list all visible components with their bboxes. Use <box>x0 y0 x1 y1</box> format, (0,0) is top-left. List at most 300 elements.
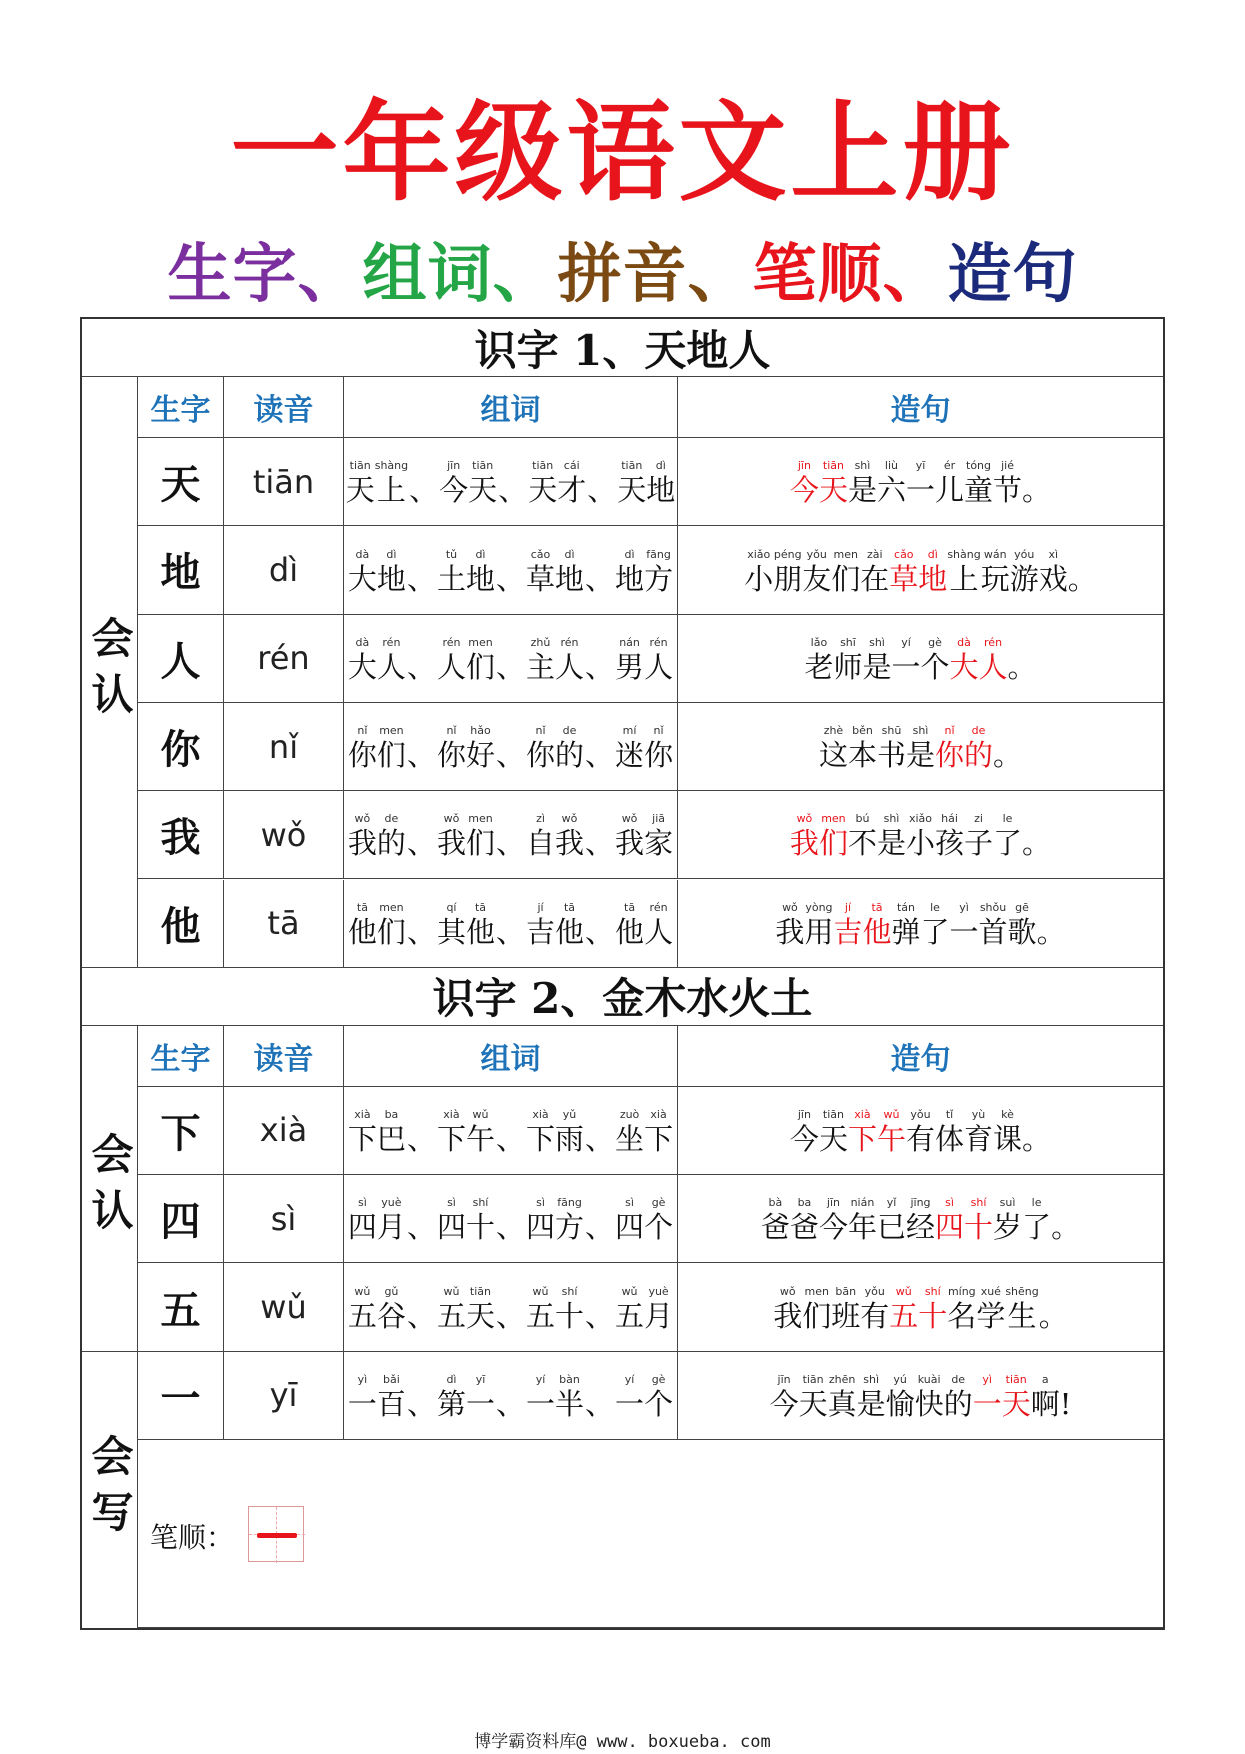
hanzi: 爸 <box>789 1210 819 1245</box>
header-sentence: 造句 <box>678 377 1163 438</box>
hanzi: 、 <box>585 649 615 684</box>
hanzi: 儿 <box>935 473 965 508</box>
hanzi: 童 <box>964 473 994 508</box>
hanzi: 。 <box>1038 1298 1068 1333</box>
hanzi: 、 <box>495 1210 525 1245</box>
hanzi: 上 <box>949 561 979 596</box>
pinyin-char <box>1060 1373 1072 1421</box>
hanzi: 谷 <box>376 1298 406 1333</box>
hanzi: 友 <box>802 561 832 596</box>
hanzi: 、 <box>406 649 436 684</box>
hanzi: 是 <box>862 649 892 684</box>
hanzi: 你 <box>436 738 466 773</box>
hanzi: 、 <box>585 914 615 949</box>
hanzi: 他 <box>615 914 645 949</box>
pinyin-annotation: yí <box>901 635 911 649</box>
hanzi: 。 <box>1007 649 1037 684</box>
pinyin-char <box>644 636 673 684</box>
hanzi: 了 <box>993 826 1023 861</box>
pinyin-char <box>584 636 615 684</box>
pinyin-annotation: shēng <box>1005 1284 1039 1298</box>
pinyin-char <box>802 1285 831 1333</box>
pinyin-char <box>819 812 848 860</box>
hanzi: 一 <box>526 1386 556 1421</box>
pinyin-annotation: běn <box>852 724 873 738</box>
hanzi: 、 <box>406 1210 436 1245</box>
pinyin-char <box>584 1196 615 1244</box>
hanzi: 了 <box>1022 1210 1052 1245</box>
hanzi: 今 <box>439 473 469 508</box>
pinyin-annotation: yǒu <box>864 1284 885 1298</box>
pinyin-char <box>935 1196 964 1244</box>
hanzi: 五 <box>526 1298 556 1333</box>
pinyin-char <box>877 1108 906 1156</box>
pinyin-annotation: zì <box>536 812 545 826</box>
hanzi: 、 <box>406 738 436 773</box>
pinyin-char <box>406 1285 437 1333</box>
pinyin-annotation: tiān <box>802 1372 824 1386</box>
pinyin-char <box>1022 1196 1051 1244</box>
pinyin-char <box>584 724 615 772</box>
hanzi: 地 <box>555 561 585 596</box>
pinyin-char <box>644 1196 673 1244</box>
pinyin-char <box>790 1196 819 1244</box>
pinyin-annotation: dì <box>655 459 666 473</box>
hanzi: 个 <box>644 1210 674 1245</box>
pinyin-char <box>466 1196 495 1244</box>
subtitle-separator: 、 <box>687 237 753 312</box>
pinyin-char <box>790 459 819 507</box>
hanzi: 大 <box>949 649 979 684</box>
pinyin-annotation: tiān <box>532 459 554 473</box>
pinyin-char <box>557 459 586 507</box>
hanzi: 今 <box>818 1210 848 1245</box>
hanzi: 的 <box>555 738 585 773</box>
pinyin-char <box>993 1196 1022 1244</box>
hanzi: 年 <box>847 1210 877 1245</box>
pinyin-annotation: liù <box>884 459 899 473</box>
page-subtitle <box>0 237 1245 312</box>
hanzi: 我 <box>615 826 645 861</box>
pinyin-char <box>466 724 495 772</box>
pinyin-char <box>348 1285 377 1333</box>
pinyin-annotation: dì <box>624 547 635 561</box>
pinyin-annotation: shī <box>840 635 856 649</box>
hanzi: 个 <box>920 649 950 684</box>
pinyin-annotation: jīn <box>797 459 811 473</box>
hanzi: 们 <box>465 649 495 684</box>
hanzi: 用 <box>804 914 834 949</box>
pinyin-char <box>906 1108 935 1156</box>
sentence-cell <box>678 1263 1163 1351</box>
pinyin-char <box>889 1285 918 1333</box>
pinyin-char <box>860 1285 889 1333</box>
hanzi: 吉 <box>833 914 863 949</box>
pinyin-annotation: shí <box>472 1196 489 1210</box>
pinyin-annotation: de <box>951 1372 966 1386</box>
pinyin-annotation: yì <box>959 900 969 914</box>
pinyin-char <box>1008 636 1037 684</box>
hanzi: 他 <box>862 914 892 949</box>
pinyin-annotation: gè <box>651 1196 666 1210</box>
hanzi: 书 <box>876 738 906 773</box>
bishun-row <box>138 1440 1163 1628</box>
pinyin-char <box>915 1373 944 1421</box>
pinyin-annotation: de <box>384 812 399 826</box>
pinyin-char <box>833 636 862 684</box>
pinyin-annotation: wǔ <box>883 1108 900 1122</box>
words-cell <box>344 703 678 791</box>
pinyin-annotation: suì <box>999 1196 1016 1210</box>
hanzi: 雨 <box>555 1122 585 1157</box>
pinyin-char <box>348 901 377 949</box>
pinyin-annotation: jí <box>844 900 852 914</box>
char-cell: 人 <box>138 615 224 703</box>
sentence-cell <box>678 526 1163 614</box>
hanzi: 自 <box>526 826 556 861</box>
pinyin-char <box>804 636 833 684</box>
char-cell: 天 <box>138 438 224 526</box>
pinyin-char <box>526 1373 555 1421</box>
hanzi: 坐 <box>615 1122 645 1157</box>
pinyin-annotation: shì <box>912 724 929 738</box>
char-cell: 你 <box>138 703 224 791</box>
hanzi: 戏 <box>1038 561 1068 596</box>
hanzi: 、 <box>406 1298 436 1333</box>
hanzi: 、 <box>498 473 528 508</box>
pinyin-char <box>848 724 877 772</box>
pinyin-annotation: shì <box>883 812 900 826</box>
pinyin-annotation: yī <box>915 459 926 473</box>
pinyin-annotation: jí <box>537 900 544 914</box>
pinyin-annotation: shì <box>863 1372 880 1386</box>
pinyin-char <box>526 1285 555 1333</box>
pinyin-char <box>1051 1196 1080 1244</box>
pinyin-annotation: shàng <box>947 547 981 561</box>
pinyin-char <box>773 548 802 596</box>
hanzi: 育 <box>964 1122 994 1157</box>
hanzi: 。 <box>1067 561 1097 596</box>
pinyin-annotation: shí <box>970 1196 987 1210</box>
hanzi: 人 <box>644 914 674 949</box>
hanzi: 草 <box>889 561 919 596</box>
pinyin-char <box>526 812 555 860</box>
pinyin-char <box>437 812 466 860</box>
hanzi: 经 <box>905 1210 935 1245</box>
pinyin-char <box>584 548 615 596</box>
pinyin-char <box>993 459 1022 507</box>
hanzi: 啊 <box>1030 1386 1060 1421</box>
pinyin-annotation: yuè <box>381 1196 402 1210</box>
pinyin-char <box>950 901 979 949</box>
pinyin-cell: yī <box>224 1352 344 1440</box>
pinyin-annotation: lǎo <box>810 635 828 649</box>
pinyin-annotation: yǔ <box>562 1108 577 1122</box>
hanzi: 十 <box>964 1210 994 1245</box>
hanzi: 的 <box>376 826 406 861</box>
hanzi: 才 <box>557 473 587 508</box>
pinyin-annotation: hǎo <box>470 724 491 738</box>
hanzi: 了 <box>920 914 950 949</box>
pinyin-char <box>935 459 964 507</box>
hanzi: 们 <box>465 826 495 861</box>
pinyin-char <box>1005 1285 1038 1333</box>
pinyin-annotation: tǐ <box>945 1108 954 1122</box>
pinyin-annotation: nǐ <box>944 724 955 738</box>
pinyin-char <box>348 1108 377 1156</box>
hanzi: 个 <box>644 1386 674 1421</box>
pinyin-char <box>526 636 555 684</box>
hanzi: 真 <box>827 1386 857 1421</box>
pinyin-char <box>964 1108 993 1156</box>
pinyin-annotation: rén <box>984 635 1003 649</box>
pinyin-char <box>348 724 377 772</box>
char-cell: 下 <box>138 1087 224 1175</box>
pinyin-annotation: sì <box>536 1196 545 1210</box>
subtitle-part: 生字 <box>167 237 298 312</box>
hanzi: 的 <box>943 1386 973 1421</box>
hanzi: 、 <box>406 1386 436 1421</box>
pinyin-annotation: jīn <box>777 1372 791 1386</box>
pinyin-annotation: yí <box>624 1372 635 1386</box>
hanzi: 、 <box>409 473 439 508</box>
hanzi: 、 <box>495 914 525 949</box>
hanzi: 下 <box>526 1122 556 1157</box>
header-pinyin: 读音 <box>224 377 344 438</box>
pinyin-char <box>615 548 644 596</box>
pinyin-char <box>644 812 673 860</box>
pinyin-annotation: yú <box>893 1372 907 1386</box>
pinyin-char <box>497 459 528 507</box>
hanzi: 地 <box>615 561 645 596</box>
pinyin-annotation: rén <box>649 900 668 914</box>
hanzi: 生 <box>1007 1298 1037 1333</box>
pinyin-char <box>848 1196 877 1244</box>
sentence-cell <box>678 438 1163 526</box>
hanzi: 地 <box>646 473 676 508</box>
pinyin-annotation: dì <box>475 547 486 561</box>
pinyin-annotation: jié <box>1001 459 1014 473</box>
pinyin-char <box>644 1285 673 1333</box>
words-cell <box>344 615 678 703</box>
pinyin-char <box>833 901 862 949</box>
pinyin-char <box>584 1108 615 1156</box>
pinyin-char <box>918 548 947 596</box>
pinyin-char <box>860 548 889 596</box>
pinyin-annotation: sì <box>447 1196 456 1210</box>
pinyin-char <box>819 724 848 772</box>
pinyin-char <box>828 1373 857 1421</box>
pinyin-char <box>346 459 375 507</box>
pinyin-annotation: nǐ <box>446 724 457 738</box>
pinyin-char <box>906 459 935 507</box>
words-cell <box>344 1087 678 1175</box>
hanzi: 、 <box>585 1386 615 1421</box>
hanzi: 下 <box>436 1122 466 1157</box>
pinyin-annotation: tóng <box>966 459 992 473</box>
hanzi: 天 <box>1001 1386 1031 1421</box>
subtitle-part: 组词 <box>362 237 493 312</box>
hanzi: 一 <box>905 473 935 508</box>
footer-credit: 博学霸资料库@ www. boxueba. com <box>474 1732 771 1752</box>
hanzi: 大 <box>347 649 377 684</box>
hanzi: 、 <box>495 1298 525 1333</box>
hanzi: 我 <box>789 826 819 861</box>
pinyin-char <box>831 548 860 596</box>
pinyin-cell: nǐ <box>224 703 344 791</box>
hanzi: 、 <box>495 826 525 861</box>
pinyin-char <box>1037 901 1066 949</box>
pinyin-cell: dì <box>224 526 344 614</box>
hanzi: 我 <box>775 914 805 949</box>
hanzi: 朋 <box>773 561 803 596</box>
pinyin-annotation: yì <box>357 1372 368 1386</box>
pinyin-char <box>615 636 644 684</box>
hanzi: 、 <box>585 738 615 773</box>
hanzi: 愉 <box>885 1386 915 1421</box>
hanzi: 你 <box>526 738 556 773</box>
pinyin-annotation: wǒ <box>443 812 460 826</box>
pinyin-char <box>877 812 906 860</box>
words-cell <box>344 1263 678 1351</box>
pinyin-annotation: yì <box>982 1372 992 1386</box>
hanzi: 歌 <box>1007 914 1037 949</box>
pinyin-char <box>935 812 964 860</box>
pinyin-annotation: wǔ <box>443 1284 460 1298</box>
pinyin-char <box>831 1285 860 1333</box>
pinyin-char <box>406 901 437 949</box>
hanzi: 五 <box>889 1298 919 1333</box>
hanzi: 已 <box>876 1210 906 1245</box>
pinyin-annotation: xià <box>854 1108 871 1122</box>
hanzi: 你 <box>644 738 674 773</box>
pinyin-char <box>406 548 437 596</box>
hanzi: 是 <box>876 826 906 861</box>
hanzi: 。 <box>1022 473 1052 508</box>
pinyin-char <box>976 1285 1005 1333</box>
pinyin-annotation: shǒu <box>979 900 1007 914</box>
pinyin-char <box>848 1108 877 1156</box>
pinyin-char <box>947 1285 976 1333</box>
hanzi: 好 <box>465 738 495 773</box>
hanzi: 一 <box>972 1386 1002 1421</box>
pinyin-char <box>947 548 980 596</box>
pinyin-char <box>555 1196 584 1244</box>
hanzi: 们 <box>376 738 406 773</box>
hanzi: 下 <box>644 1122 674 1157</box>
pinyin-char <box>819 1196 848 1244</box>
hanzi: 今 <box>789 473 819 508</box>
pinyin-annotation: de <box>562 724 577 738</box>
pinyin-char <box>377 812 406 860</box>
hanzi: 月 <box>644 1298 674 1333</box>
pinyin-annotation: yòng <box>805 900 833 914</box>
pinyin-char <box>375 459 408 507</box>
pinyin-char <box>891 636 920 684</box>
pinyin-char <box>848 812 877 860</box>
pinyin-annotation: sì <box>625 1196 634 1210</box>
pinyin-char <box>993 812 1022 860</box>
pinyin-cell: rén <box>224 615 344 703</box>
hanzi: 人 <box>555 649 585 684</box>
pinyin-annotation: rén <box>382 635 401 649</box>
pinyin-char <box>437 1285 466 1333</box>
pinyin-char <box>468 459 497 507</box>
hanzi: 十 <box>555 1298 585 1333</box>
pinyin-annotation: yí <box>535 1372 546 1386</box>
pinyin-char <box>348 812 377 860</box>
pinyin-char <box>877 459 906 507</box>
pinyin-char <box>1010 548 1039 596</box>
pinyin-char <box>877 724 906 772</box>
hanzi: 土 <box>436 561 466 596</box>
pinyin-annotation: kuài <box>917 1372 941 1386</box>
pinyin-char <box>921 901 950 949</box>
hanzi: 。 <box>1036 914 1066 949</box>
pinyin-char <box>891 901 920 949</box>
header-sentence: 造句 <box>678 1026 1163 1087</box>
pinyin-cell: sì <box>224 1175 344 1263</box>
hanzi: 一 <box>347 1386 377 1421</box>
pinyin-char <box>377 901 406 949</box>
pinyin-char <box>377 548 406 596</box>
header-char: 生字 <box>138 1026 224 1087</box>
hanzi: 们 <box>802 1298 832 1333</box>
hanzi: 弹 <box>891 914 921 949</box>
hanzi: 午 <box>876 1122 906 1157</box>
pinyin-char <box>790 812 819 860</box>
pinyin-annotation: cǎo <box>894 547 914 561</box>
hanzi: 老 <box>804 649 834 684</box>
pinyin-cell: wǔ <box>224 1263 344 1351</box>
pinyin-char <box>555 812 584 860</box>
pinyin-annotation: shì <box>869 635 885 649</box>
pinyin-annotation: men <box>833 547 858 561</box>
pinyin-char <box>993 1108 1022 1156</box>
pinyin-char <box>466 1373 495 1421</box>
pinyin-char <box>615 724 644 772</box>
pinyin-cell: xià <box>224 1087 344 1175</box>
words-cell <box>344 880 678 968</box>
pinyin-char <box>466 1108 495 1156</box>
pinyin-annotation: dì <box>564 547 575 561</box>
pinyin-char <box>495 1373 526 1421</box>
pinyin-annotation: gǔ <box>384 1284 399 1298</box>
hanzi: 四 <box>615 1210 645 1245</box>
pinyin-annotation: yuè <box>648 1284 669 1298</box>
pinyin-annotation: tā <box>474 900 486 914</box>
pinyin-char <box>406 636 437 684</box>
hanzi: 我 <box>347 826 377 861</box>
hanzi: 六 <box>876 473 906 508</box>
pinyin-annotation: shì <box>854 459 871 473</box>
pinyin-annotation: sì <box>358 1196 367 1210</box>
pinyin-annotation: dì <box>386 547 397 561</box>
hanzi: 百 <box>376 1386 406 1421</box>
hanzi: 、 <box>495 1122 525 1157</box>
hanzi: ! <box>1059 1386 1072 1421</box>
hanzi: 节 <box>993 473 1023 508</box>
hanzi: 家 <box>644 826 674 861</box>
hanzi: 巴 <box>376 1122 406 1157</box>
pinyin-annotation: le <box>930 900 940 914</box>
char-cell: 他 <box>138 880 224 968</box>
hanzi: 五 <box>436 1298 466 1333</box>
hanzi: 本 <box>847 738 877 773</box>
pinyin-char <box>848 459 877 507</box>
pinyin-char <box>495 548 526 596</box>
sentence-cell <box>678 880 1163 968</box>
